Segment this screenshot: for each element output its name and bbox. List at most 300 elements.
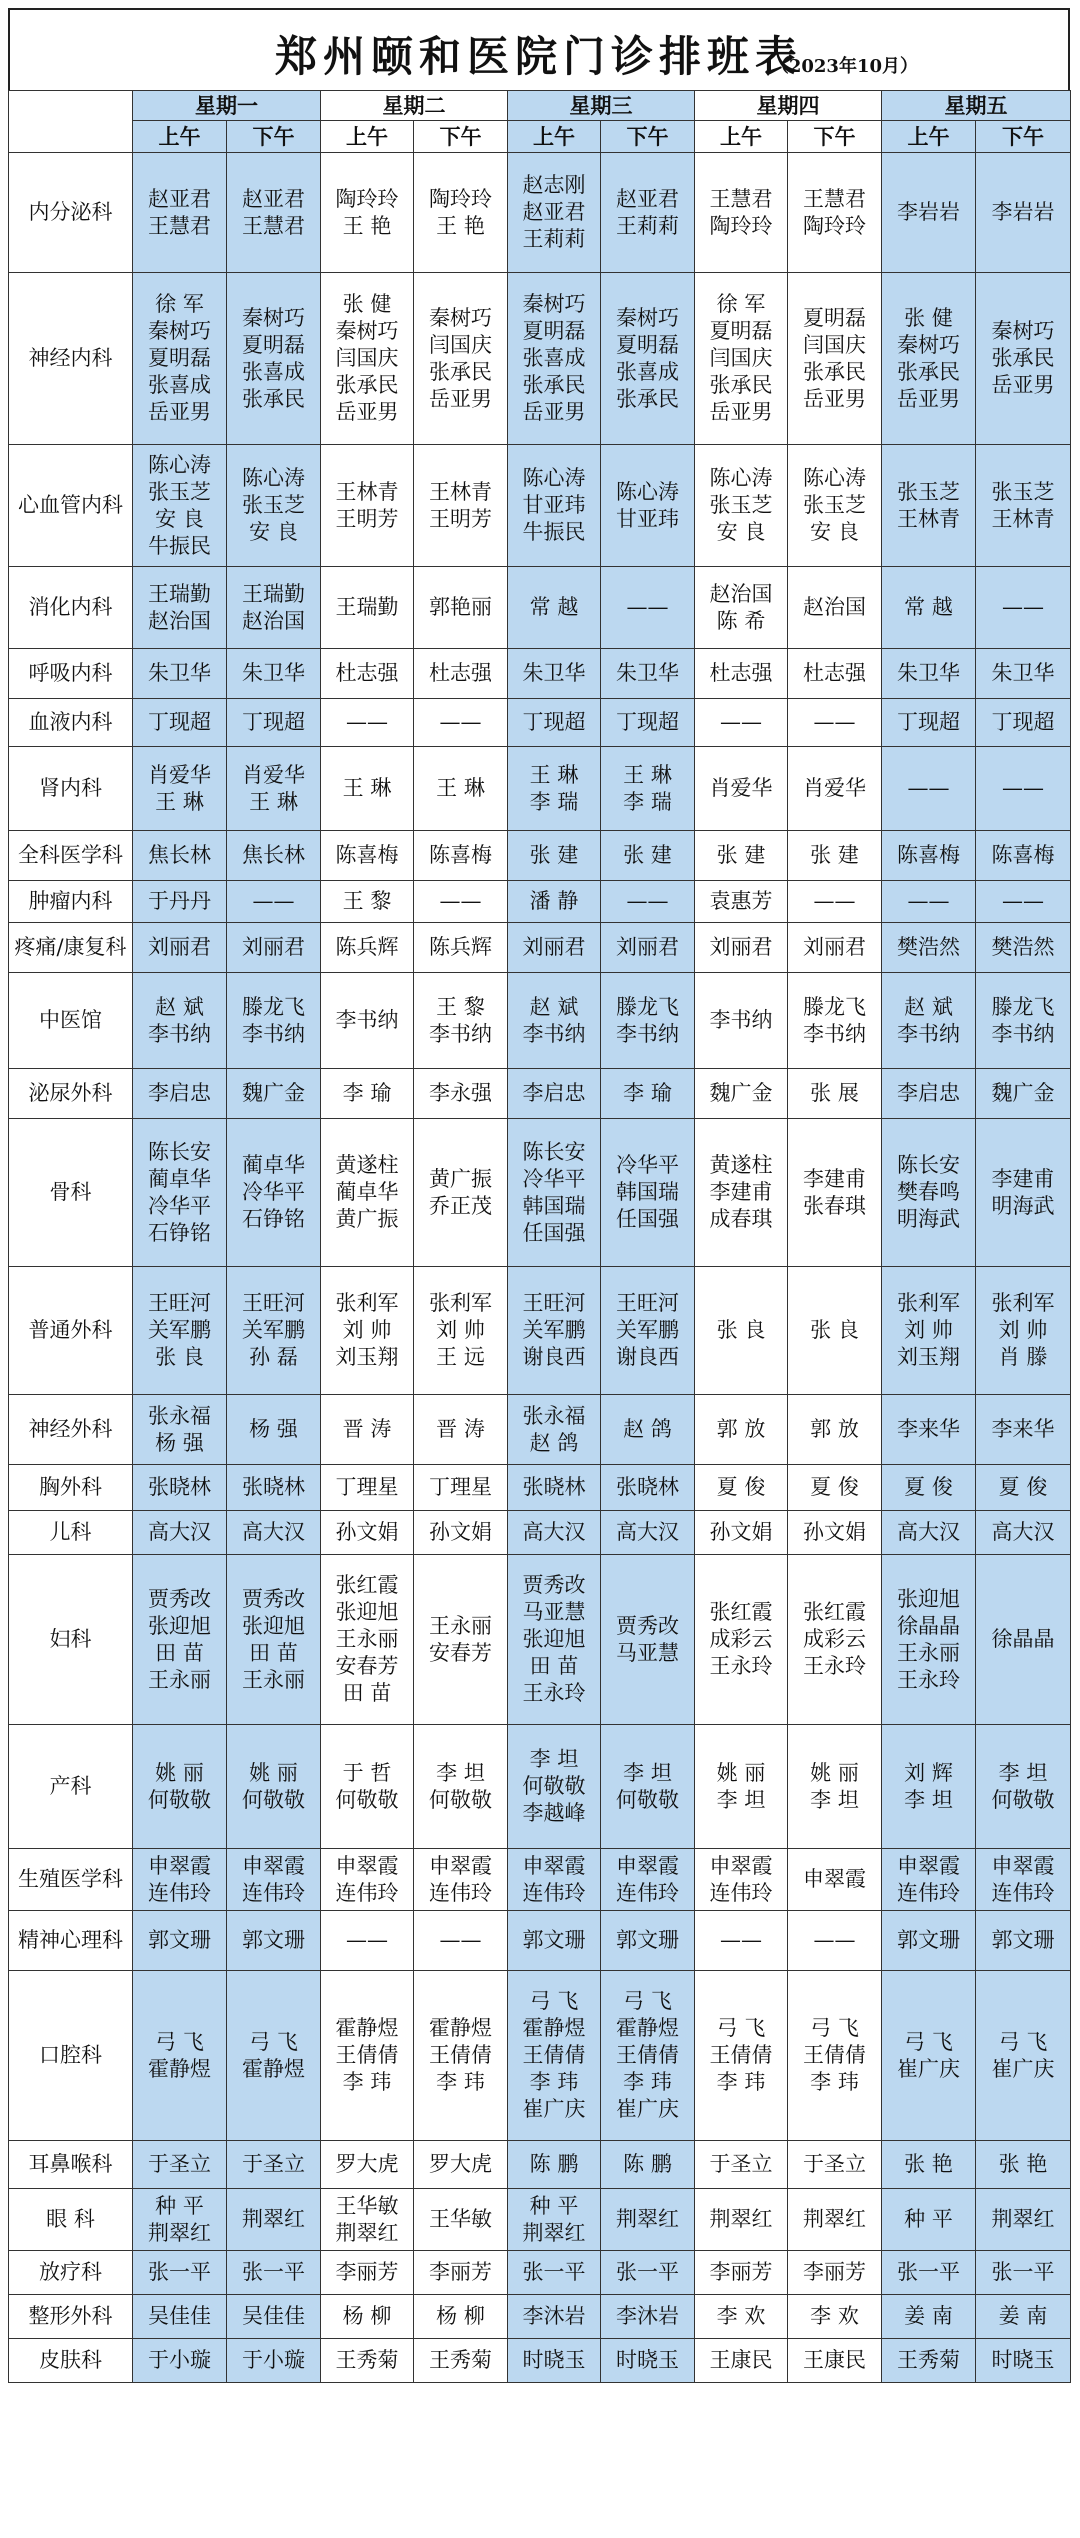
weekday-header-fri: 星期五 xyxy=(882,91,1071,121)
schedule-cell xyxy=(976,2141,1071,2189)
doctor-name: 张喜成 xyxy=(148,373,211,397)
schedule-cell xyxy=(976,1849,1071,1911)
schedule-cell xyxy=(227,2251,321,2295)
doctor-name: 张承民 xyxy=(429,359,492,384)
doctor-name: 于 哲 xyxy=(342,1760,392,1785)
doctor-name: 王倩倩 xyxy=(522,2043,586,2067)
schedule-cell xyxy=(321,2141,414,2189)
schedule-cell xyxy=(414,1119,508,1267)
doctor-name: 肖爱华 xyxy=(242,762,305,787)
schedule-cell xyxy=(882,2339,976,2383)
schedule-cell xyxy=(508,831,601,881)
doctor-name: 何敬敬 xyxy=(148,1787,211,1812)
schedule-cell xyxy=(601,2339,695,2383)
doctor-name: 李建甫 xyxy=(803,1166,866,1191)
department-name: 胸外科 xyxy=(9,1465,133,1511)
doctor-name: 王秀菊 xyxy=(335,2348,399,2372)
doctor-name: 高大汉 xyxy=(522,1520,586,1544)
doctor-name: 张一平 xyxy=(991,2260,1055,2284)
schedule-cell xyxy=(133,1911,227,1971)
doctor-name: 弓 飞 xyxy=(716,2016,766,2040)
schedule-cell xyxy=(601,445,695,567)
schedule-cell xyxy=(227,2339,321,2383)
schedule-cell xyxy=(508,1119,601,1267)
doctor-name: 晋 涛 xyxy=(436,1417,485,1441)
doctor-name: 荆翠红 xyxy=(242,2207,305,2231)
doctor-name: 李丽芳 xyxy=(335,2260,399,2284)
doctor-name: 关军鹏 xyxy=(242,1318,305,1342)
pm-header: 下午 xyxy=(601,121,695,153)
doctor-name: 张喜成 xyxy=(242,359,305,384)
schedule-cell xyxy=(508,973,601,1069)
schedule-cell xyxy=(976,747,1071,831)
schedule-cell xyxy=(414,567,508,649)
doctor-name: 李书纳 xyxy=(616,1021,679,1046)
doctor-name: 时晓玉 xyxy=(991,2348,1055,2372)
schedule-cell xyxy=(788,153,882,273)
doctor-name: 孙文娟 xyxy=(709,1520,773,1544)
table-row xyxy=(9,1555,1071,1725)
doctor-name: 成彩云 xyxy=(709,1627,773,1651)
schedule-cell xyxy=(414,1725,508,1849)
doctor-name: 乔正茂 xyxy=(429,1193,492,1218)
doctor-name: 王倩倩 xyxy=(429,2043,492,2067)
doctor-name: —— xyxy=(907,889,950,913)
doctor-name: 李 坦 xyxy=(716,1787,766,1812)
doctor-name: —— xyxy=(907,776,950,800)
schedule-cell xyxy=(976,1555,1071,1725)
schedule-cell xyxy=(133,2339,227,2383)
schedule-cell xyxy=(227,923,321,973)
doctor-name: 弓 飞 xyxy=(155,2029,204,2054)
schedule-cell xyxy=(321,649,414,699)
schedule-cell xyxy=(976,567,1071,649)
doctor-name: 丁现超 xyxy=(991,710,1055,734)
doctor-name: 牛振民 xyxy=(522,520,586,544)
schedule-cell xyxy=(227,973,321,1069)
table-row xyxy=(9,1911,1071,1971)
page-title: 郑州颐和医院门诊排班表 xyxy=(274,32,803,81)
schedule-cell xyxy=(133,1511,227,1555)
doctor-name: 魏广金 xyxy=(242,1081,305,1105)
doctor-name: 张迎旭 xyxy=(335,1600,399,1624)
doctor-name: 张晓林 xyxy=(616,1475,679,1499)
schedule-cell xyxy=(882,1911,976,1971)
doctor-name: 马亚慧 xyxy=(616,1640,679,1665)
doctor-name: 魏广金 xyxy=(991,1081,1055,1105)
weekday-header-thu: 星期四 xyxy=(695,91,882,121)
schedule-cell xyxy=(695,831,788,881)
schedule-cell xyxy=(601,273,695,445)
doctor-name: 张晓林 xyxy=(522,1475,586,1499)
schedule-cell xyxy=(788,2141,882,2189)
doctor-name: 张一平 xyxy=(616,2260,679,2284)
table-row xyxy=(9,649,1071,699)
table-row xyxy=(9,831,1071,881)
doctor-name: 王莉莉 xyxy=(522,227,586,251)
schedule-cell xyxy=(321,747,414,831)
doctor-name: 陈长安 xyxy=(522,1139,586,1164)
weekday-header-mon: 星期一 xyxy=(133,91,321,121)
doctor-name: 丁现超 xyxy=(522,710,586,734)
schedule-cell xyxy=(321,923,414,973)
doctor-name: 孙文娟 xyxy=(335,1520,399,1544)
doctor-name: 郭文珊 xyxy=(991,1928,1055,1952)
doctor-name: 张承民 xyxy=(991,346,1055,370)
doctor-name: 崔广庆 xyxy=(991,2056,1055,2081)
doctor-name: 郭文珊 xyxy=(242,1928,305,1952)
doctor-name: 晋 涛 xyxy=(342,1417,392,1441)
am-header: 上午 xyxy=(321,121,414,153)
doctor-name: 何敬敬 xyxy=(522,1774,586,1798)
doctor-name: 滕龙飞 xyxy=(803,994,866,1019)
doctor-name: 李 玮 xyxy=(529,2070,579,2094)
doctor-name: 何敬敬 xyxy=(335,1787,399,1812)
doctor-name: —— xyxy=(813,889,856,913)
doctor-name: 李 坦 xyxy=(998,1760,1048,1785)
schedule-cell xyxy=(882,1119,976,1267)
schedule-cell xyxy=(133,1395,227,1465)
doctor-name: 张承民 xyxy=(709,373,773,397)
schedule-cell xyxy=(695,2141,788,2189)
schedule-cell xyxy=(976,1911,1071,1971)
schedule-cell xyxy=(695,1069,788,1119)
doctor-name: 肖爱华 xyxy=(803,776,866,800)
doctor-name: 韩国瑞 xyxy=(616,1180,679,1204)
schedule-cell xyxy=(695,1555,788,1725)
doctor-name: 张喜成 xyxy=(522,346,586,370)
doctor-name: 连伟玲 xyxy=(897,1880,960,1905)
doctor-name: 陶玲玲 xyxy=(709,213,773,238)
doctor-name: 王倩倩 xyxy=(616,2043,679,2067)
schedule-cell xyxy=(133,699,227,747)
schedule-cell xyxy=(321,153,414,273)
schedule-cell xyxy=(321,973,414,1069)
schedule-cell xyxy=(414,153,508,273)
doctor-name: 申翠霞 xyxy=(148,1853,211,1878)
schedule-cell xyxy=(414,1267,508,1395)
doctor-name: 姜 南 xyxy=(904,2304,953,2328)
doctor-name: 王旺河 xyxy=(616,1291,679,1315)
doctor-name: 夏 俊 xyxy=(998,1475,1048,1499)
schedule-sheet xyxy=(8,8,1070,2383)
doctor-name: —— xyxy=(439,1928,482,1952)
doctor-name: 夏明磊 xyxy=(616,332,679,357)
schedule-cell xyxy=(976,2251,1071,2295)
doctor-name: 荆翠红 xyxy=(148,2220,211,2245)
schedule-cell xyxy=(508,1511,601,1555)
schedule-cell xyxy=(508,2295,601,2339)
schedule-cell xyxy=(788,1465,882,1511)
doctor-name: 岳亚男 xyxy=(429,386,492,411)
doctor-name: 王 琳 xyxy=(623,762,672,787)
schedule-cell xyxy=(601,1725,695,1849)
doctor-name: 弓 飞 xyxy=(810,2016,859,2040)
schedule-cell xyxy=(601,1971,695,2141)
schedule-cell xyxy=(788,2295,882,2339)
doctor-name: —— xyxy=(1002,595,1044,619)
doctor-name: 霍静煜 xyxy=(148,2056,211,2081)
schedule-cell xyxy=(601,2251,695,2295)
doctor-name: 李书纳 xyxy=(522,1021,586,1046)
weekday-header-tue: 星期二 xyxy=(321,91,508,121)
doctor-name: 李来华 xyxy=(991,1417,1055,1441)
doctor-name: 赵亚君 xyxy=(616,186,679,211)
doctor-name: 王 琳 xyxy=(436,776,485,800)
doctor-name: 孙 磊 xyxy=(249,1345,298,1369)
doctor-name: 陈兵辉 xyxy=(429,935,492,959)
schedule-cell xyxy=(133,923,227,973)
doctor-name: 陈心涛 xyxy=(522,466,586,490)
dept-header-corner xyxy=(9,91,133,153)
doctor-name: 丁现超 xyxy=(897,710,960,734)
doctor-name: 崔广庆 xyxy=(616,2097,679,2121)
doctor-name: 高大汉 xyxy=(991,1520,1055,1544)
schedule-cell xyxy=(695,1119,788,1267)
doctor-name: 朱卫华 xyxy=(991,661,1055,685)
doctor-name: 王永玲 xyxy=(803,1654,866,1678)
doctor-name: 王永丽 xyxy=(335,1627,399,1651)
doctor-name: 王 远 xyxy=(436,1345,485,1369)
schedule-cell xyxy=(882,1555,976,1725)
doctor-name: 刘 辉 xyxy=(904,1760,953,1785)
schedule-cell xyxy=(695,747,788,831)
doctor-name: 黄遂柱 xyxy=(335,1153,399,1177)
schedule-cell xyxy=(882,1971,976,2141)
doctor-name: 陈 鹏 xyxy=(529,2152,579,2176)
schedule-cell xyxy=(601,567,695,649)
schedule-cell xyxy=(882,2141,976,2189)
schedule-cell xyxy=(695,2189,788,2251)
schedule-cell xyxy=(976,1971,1071,2141)
schedule-cell xyxy=(976,1725,1071,1849)
schedule-cell xyxy=(695,973,788,1069)
schedule-cell xyxy=(227,1849,321,1911)
department-name: 精神心理科 xyxy=(9,1911,133,1971)
schedule-cell xyxy=(695,567,788,649)
schedule-cell xyxy=(508,2339,601,2383)
schedule-cell xyxy=(133,1971,227,2141)
doctor-name: 田 苗 xyxy=(342,1681,392,1705)
schedule-cell xyxy=(976,1119,1071,1267)
doctor-name: 张 建 xyxy=(716,843,766,867)
doctor-name: 弓 飞 xyxy=(529,1989,579,2013)
schedule-cell xyxy=(414,273,508,445)
schedule-cell xyxy=(414,831,508,881)
doctor-name: 王 琳 xyxy=(529,762,579,787)
doctor-name: 陶玲玲 xyxy=(335,186,399,211)
doctor-name: 秦树巧 xyxy=(148,319,211,343)
schedule-cell xyxy=(227,1465,321,1511)
schedule-cell xyxy=(321,1725,414,1849)
schedule-cell xyxy=(882,567,976,649)
doctor-name: 郭 放 xyxy=(810,1417,859,1441)
schedule-cell xyxy=(414,1511,508,1555)
doctor-name: 李 瑞 xyxy=(623,789,672,814)
department-name: 肿瘤内科 xyxy=(9,881,133,923)
doctor-name: 李 瑜 xyxy=(342,1081,392,1105)
am-header: 上午 xyxy=(882,121,976,153)
schedule-cell xyxy=(976,1069,1071,1119)
table-row xyxy=(9,2339,1071,2383)
doctor-name: 弓 飞 xyxy=(998,2029,1048,2054)
doctor-name: 种 平 xyxy=(904,2207,953,2231)
schedule-cell xyxy=(321,2189,414,2251)
doctor-name: 贾秀改 xyxy=(242,1586,305,1611)
schedule-cell xyxy=(227,1971,321,2141)
doctor-name: 弓 飞 xyxy=(904,2029,953,2054)
doctor-name: 张承民 xyxy=(335,373,399,397)
doctor-name: 于圣立 xyxy=(148,2152,211,2176)
doctor-name: 连伟玲 xyxy=(242,1880,305,1905)
doctor-name: 姚 丽 xyxy=(810,1760,859,1785)
schedule-cell xyxy=(788,2251,882,2295)
doctor-name: 张永福 xyxy=(148,1403,211,1428)
schedule-cell xyxy=(227,699,321,747)
doctor-name: 王倩倩 xyxy=(335,2043,399,2067)
doctor-name: 张晓林 xyxy=(242,1475,305,1499)
schedule-cell xyxy=(508,1069,601,1119)
schedule-cell xyxy=(227,1555,321,1725)
doctor-name: 赵 斌 xyxy=(529,994,579,1019)
schedule-cell xyxy=(321,1911,414,1971)
doctor-name: 王慧君 xyxy=(242,213,305,238)
doctor-name: 李启忠 xyxy=(148,1081,211,1105)
schedule-cell xyxy=(227,153,321,273)
doctor-name: 张 健 xyxy=(904,305,953,330)
doctor-name: 岳亚男 xyxy=(522,400,586,424)
doctor-name: 霍静煜 xyxy=(522,2016,586,2040)
schedule-cell xyxy=(133,153,227,273)
schedule-cell xyxy=(695,1465,788,1511)
doctor-name: 秦树巧 xyxy=(242,305,305,330)
department-name: 整形外科 xyxy=(9,2295,133,2339)
schedule-cell xyxy=(227,1395,321,1465)
schedule-cell xyxy=(695,699,788,747)
doctor-name: 徐 军 xyxy=(155,292,204,316)
schedule-cell xyxy=(976,445,1071,567)
doctor-name: 李启忠 xyxy=(897,1081,960,1105)
doctor-name: 朱卫华 xyxy=(616,661,679,685)
doctor-name: 张春琪 xyxy=(803,1193,866,1218)
doctor-name: 樊浩然 xyxy=(991,935,1055,959)
schedule-cell xyxy=(133,273,227,445)
doctor-name: 赵亚君 xyxy=(242,186,305,211)
schedule-cell xyxy=(414,881,508,923)
schedule-cell xyxy=(133,1555,227,1725)
schedule-cell xyxy=(695,649,788,699)
schedule-cell xyxy=(976,2339,1071,2383)
doctor-name: 张 建 xyxy=(623,843,672,867)
doctor-name: 种 平 xyxy=(529,2193,579,2218)
doctor-name: 徐 军 xyxy=(716,292,766,316)
schedule-cell xyxy=(227,1069,321,1119)
table-row xyxy=(9,747,1071,831)
doctor-name: 王 艳 xyxy=(342,213,392,238)
schedule-cell xyxy=(882,1069,976,1119)
doctor-name: 王永玲 xyxy=(897,1667,960,1692)
schedule-cell xyxy=(788,567,882,649)
doctor-name: 姚 丽 xyxy=(155,1760,204,1785)
doctor-name: 蔺卓华 xyxy=(335,1180,399,1204)
doctor-name: 王华敏 xyxy=(429,2207,492,2231)
doctor-name: 何敬敬 xyxy=(991,1787,1055,1812)
doctor-name: 张玉芝 xyxy=(991,479,1055,504)
schedule-cell xyxy=(882,1511,976,1555)
doctor-name: 李 玮 xyxy=(810,2070,859,2094)
doctor-name: —— xyxy=(346,710,388,734)
table-row xyxy=(9,973,1071,1069)
table-row xyxy=(9,2251,1071,2295)
doctor-name: 何敬敬 xyxy=(242,1787,305,1812)
doctor-name: 丁现超 xyxy=(242,710,305,734)
doctor-name: —— xyxy=(439,710,482,734)
doctor-name: 贾秀改 xyxy=(522,1573,586,1597)
doctor-name: 李丽芳 xyxy=(709,2260,773,2284)
schedule-cell xyxy=(508,1395,601,1465)
schedule-cell xyxy=(976,2295,1071,2339)
doctor-name: 张 艳 xyxy=(998,2152,1048,2176)
doctor-name: 王林青 xyxy=(429,479,492,504)
doctor-name: 连伟玲 xyxy=(709,1880,773,1905)
doctor-name: 张承民 xyxy=(522,373,586,397)
doctor-name: —— xyxy=(1002,776,1044,800)
table-row xyxy=(9,1849,1071,1911)
schedule-cell xyxy=(321,1119,414,1267)
schedule-cell xyxy=(976,1395,1071,1465)
doctor-name: 申翠霞 xyxy=(616,1853,679,1878)
schedule-cell xyxy=(788,1069,882,1119)
doctor-name: 荆翠红 xyxy=(522,2220,586,2245)
doctor-name: 张喜成 xyxy=(616,359,679,384)
schedule-cell xyxy=(601,1849,695,1911)
doctor-name: 郭文珊 xyxy=(616,1928,679,1952)
schedule-cell xyxy=(882,881,976,923)
schedule-cell xyxy=(601,1911,695,1971)
schedule-cell xyxy=(133,881,227,923)
doctor-name: 张玉芝 xyxy=(709,493,773,517)
doctor-name: 李岩岩 xyxy=(897,200,960,224)
schedule-cell xyxy=(321,2251,414,2295)
doctor-name: 李 玮 xyxy=(623,2070,672,2094)
schedule-cell xyxy=(788,973,882,1069)
table-row xyxy=(9,2295,1071,2339)
doctor-name: 李 坦 xyxy=(529,1747,579,1771)
schedule-cell xyxy=(414,1911,508,1971)
doctor-name: 王永丽 xyxy=(148,1667,211,1692)
schedule-cell xyxy=(508,747,601,831)
am-header: 上午 xyxy=(695,121,788,153)
doctor-name: 张玉芝 xyxy=(242,493,305,517)
doctor-name: 张利军 xyxy=(897,1291,960,1315)
doctor-name: 徐晶晶 xyxy=(991,1627,1055,1651)
schedule-cell xyxy=(788,699,882,747)
table-row xyxy=(9,567,1071,649)
schedule-cell xyxy=(321,881,414,923)
doctor-name: 杜志强 xyxy=(335,661,399,685)
schedule-cell xyxy=(227,1267,321,1395)
schedule-cell xyxy=(133,445,227,567)
department-name: 消化内科 xyxy=(9,567,133,649)
doctor-name: 霍静煜 xyxy=(335,2016,399,2040)
doctor-name: 肖 滕 xyxy=(998,1345,1048,1369)
doctor-name: 荆翠红 xyxy=(803,2207,866,2231)
schedule-cell xyxy=(882,699,976,747)
doctor-name: 樊春鸣 xyxy=(897,1180,960,1204)
schedule-cell xyxy=(227,273,321,445)
schedule-cell xyxy=(508,923,601,973)
schedule-cell xyxy=(882,747,976,831)
